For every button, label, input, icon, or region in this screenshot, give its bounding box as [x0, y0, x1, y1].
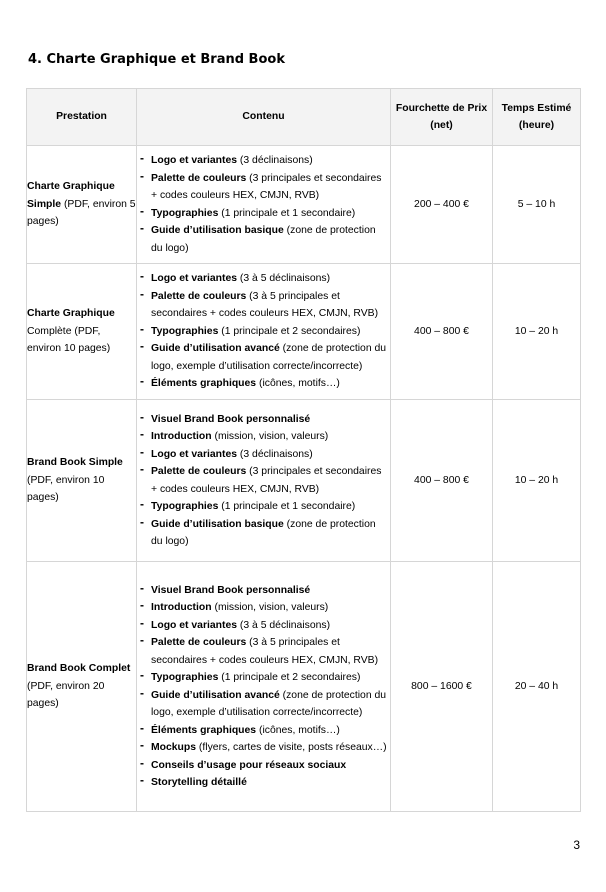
list-item — [137, 617, 390, 635]
item-title: Visuel Brand Book personnalisé — [151, 584, 311, 596]
item-title: Typographies — [151, 325, 219, 337]
list-item — [137, 375, 390, 393]
prestation-name: Brand Book Simple — [27, 457, 123, 469]
contenu-list — [137, 270, 390, 393]
item-description: (1 principale et 1 secondaire) — [218, 207, 356, 219]
prestation-cell — [27, 400, 137, 562]
contenu-list — [137, 582, 390, 792]
prestation-name: Brand Book Complet — [27, 663, 131, 675]
table-row — [27, 400, 581, 562]
list-item — [137, 463, 390, 498]
prestation-name: Charte Graphique Simple — [27, 181, 115, 210]
item-title: Typographies — [151, 672, 219, 683]
list-item — [137, 170, 390, 205]
item-title: Typographies — [151, 501, 219, 512]
item-description: (3 principales et secondaires + codes couleurs HEX, CMJN, RVB) — [151, 466, 382, 495]
contenu-cell — [137, 264, 391, 400]
list-item — [137, 687, 390, 722]
list-item — [137, 669, 390, 687]
list-item — [137, 599, 390, 617]
prestation-details: (PDF, environ 20 pages) — [27, 680, 105, 710]
prestation-details: (PDF, environ 5 pages) — [27, 198, 136, 228]
item-description: (3 déclinaisons) — [237, 155, 313, 166]
list-item — [137, 411, 390, 429]
item-title: Visuel Brand Book personnalisé — [151, 413, 311, 425]
item-title: Logo et variantes — [151, 155, 238, 166]
item-description: (zone de protection du logo, exemple d’utilisation correcte/incorrecte) — [151, 689, 387, 718]
section-title: 4. Charte Graphique et Brand Book — [28, 52, 285, 67]
list-item — [137, 498, 390, 516]
list-item — [137, 516, 390, 551]
item-description: (zone de protection du logo) — [151, 225, 376, 254]
item-title: Introduction — [151, 431, 212, 442]
item-title: Éléments graphiques — [151, 724, 257, 736]
item-description: (3 principales et secondaires + codes couleurs HEX, CMJN, RVB) — [151, 172, 382, 201]
price-cell: 800 – 1600 € — [391, 562, 493, 812]
item-title: Storytelling détaillé — [151, 777, 247, 788]
item-title: Guide d’utilisation avancé — [151, 343, 280, 355]
item-description: (flyers, cartes de visite, posts réseaux…) — [196, 742, 387, 753]
item-title: Logo et variantes — [151, 619, 238, 631]
list-item — [137, 323, 390, 341]
page-number: 3 — [573, 838, 580, 852]
item-title: Typographies — [151, 207, 219, 219]
time-cell: 10 – 20 h — [493, 264, 581, 400]
price-cell: 200 – 400 € — [391, 146, 493, 264]
list-item — [137, 757, 390, 775]
item-title: Logo et variantes — [151, 273, 238, 285]
item-title: Mockups — [151, 742, 197, 753]
price-cell: 400 – 800 € — [391, 400, 493, 562]
item-description: (3 à 5 déclinaisons) — [237, 273, 331, 285]
item-description: (1 principale et 1 secondaire) — [218, 501, 356, 512]
list-item — [137, 739, 390, 757]
list-item — [137, 634, 390, 669]
time-cell: 20 – 40 h — [493, 562, 581, 812]
header-prix: Fourchette de Prix (net) — [391, 89, 493, 146]
contenu-list — [137, 411, 390, 551]
list-item — [137, 582, 390, 600]
item-title: Palette de couleurs — [151, 466, 247, 477]
list-item — [137, 222, 390, 257]
table-row — [27, 146, 581, 264]
item-description: (icônes, motifs…) — [256, 378, 340, 390]
table-row — [27, 264, 581, 400]
item-title: Logo et variantes — [151, 448, 238, 460]
item-title: Éléments graphiques — [151, 378, 257, 390]
header-temps: Temps Estimé (heure) — [493, 89, 581, 146]
item-description: (3 à 5 déclinaisons) — [237, 619, 331, 631]
prestation-name: Charte Graphique — [27, 308, 115, 320]
prestation-cell — [27, 146, 137, 264]
item-description: (1 principale et 2 secondaires) — [218, 672, 361, 683]
price-cell: 400 – 800 € — [391, 264, 493, 400]
contenu-list — [137, 152, 390, 257]
list-item — [137, 340, 390, 375]
item-title: Introduction — [151, 602, 212, 613]
item-description: (icônes, motifs…) — [256, 724, 340, 736]
item-title: Palette de couleurs — [151, 172, 247, 184]
contenu-cell — [137, 146, 391, 264]
item-description: (3 à 5 principales et secondaires + codes couleurs HEX, CMJN, RVB) — [151, 637, 379, 666]
list-item — [137, 428, 390, 446]
item-description: (3 à 5 principales et secondaires + codes couleurs HEX, CMJN, RVB) — [151, 290, 379, 320]
list-item — [137, 446, 390, 464]
item-title: Guide d’utilisation basique — [151, 225, 284, 236]
item-title: Palette de couleurs — [151, 290, 247, 302]
prestation-details: (PDF, environ 10 pages) — [27, 474, 105, 504]
list-item — [137, 152, 390, 170]
item-description: (1 principale et 2 secondaires) — [218, 325, 361, 337]
list-item — [137, 774, 390, 792]
contenu-cell — [137, 562, 391, 812]
item-title: Guide d’utilisation basique — [151, 518, 284, 530]
item-description: (zone de protection du logo, exemple d’utilisation correcte/incorrecte) — [151, 343, 387, 372]
table-header-row — [27, 89, 581, 146]
list-item — [137, 270, 390, 288]
header-contenu: Contenu — [137, 89, 391, 146]
list-item — [137, 288, 390, 323]
item-description: (mission, vision, valeurs) — [211, 602, 329, 613]
item-title: Conseils d’usage pour réseaux sociaux — [151, 759, 347, 771]
contenu-cell — [137, 400, 391, 562]
time-cell: 5 – 10 h — [493, 146, 581, 264]
prestation-cell — [27, 264, 137, 400]
item-description: (zone de protection du logo) — [151, 518, 376, 547]
item-description: (3 déclinaisons) — [237, 448, 313, 460]
prestation-details: Complète (PDF, environ 10 pages) — [27, 325, 111, 355]
pricing-table — [26, 88, 581, 812]
item-description: (mission, vision, valeurs) — [211, 431, 329, 442]
time-cell: 10 – 20 h — [493, 400, 581, 562]
item-title: Guide d’utilisation avancé — [151, 689, 280, 701]
list-item — [137, 205, 390, 223]
prestation-cell — [27, 562, 137, 812]
table-row — [27, 562, 581, 812]
header-prestation: Prestation — [27, 89, 137, 146]
item-title: Palette de couleurs — [151, 637, 247, 648]
list-item — [137, 722, 390, 740]
